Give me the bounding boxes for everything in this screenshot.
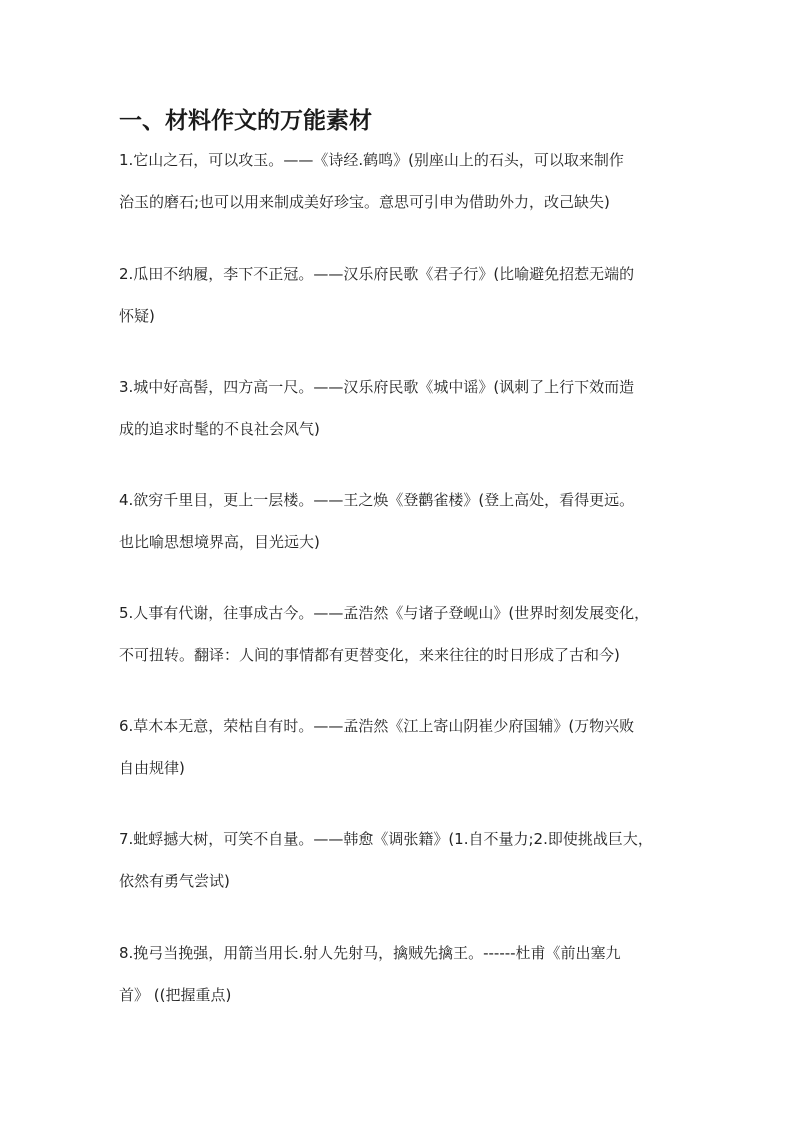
- item-line: 5.人事有代谢，往事成古今。——孟浩然《与诸子登岘山》(世界时刻发展变化，: [119, 604, 650, 622]
- item-line: 成的追求时髦的不良社会风气): [119, 420, 320, 438]
- item-line: 8.挽弓当挽强，用箭当用长.射人先射马，擒贼先擒王。------杜甫《前出塞九: [119, 944, 621, 962]
- item-line: 自由规律): [119, 759, 185, 777]
- item-line: 治玉的磨石;也可以用来制成美好珍宝。意思可引申为借助外力，改己缺失): [119, 193, 610, 211]
- item-line: 首》 ((把握重点): [119, 986, 232, 1004]
- item-line: 3.城中好高髻，四方高一尺。——汉乐府民歌《城中谣》(讽刺了上行下效而造: [119, 378, 635, 396]
- item-line: 4.欲穷千里目，更上一层楼。——王之焕《登鹳雀楼》(登上高处，看得更远。: [119, 491, 635, 509]
- item-line: 1.它山之石，可以攻玉。——《诗经.鹤鸣》(别座山上的石头，可以取来制作: [119, 151, 624, 169]
- item-line: 依然有勇气尝试): [119, 872, 230, 890]
- item-line: 怀疑): [119, 307, 155, 325]
- item-line: 7.蚍蜉撼大树，可笑不自量。——韩愈《调张籍》(1.自不量力;2.即使挑战巨大，: [119, 830, 653, 848]
- item-line: 6.草木本无意，荣枯自有时。——孟浩然《江上寄山阴崔少府国辅》(万物兴败: [119, 717, 635, 735]
- item-line: 不可扭转。翻译：人间的事情都有更替变化，来来往往的时日形成了古和今): [119, 646, 620, 664]
- page-title: 一、材料作文的万能素材: [119, 108, 372, 134]
- item-line: 也比喻思想境界高，目光远大): [119, 533, 320, 551]
- item-line: 2.瓜田不纳履，李下不正冠。——汉乐府民歌《君子行》(比喻避免招惹无端的: [119, 265, 635, 283]
